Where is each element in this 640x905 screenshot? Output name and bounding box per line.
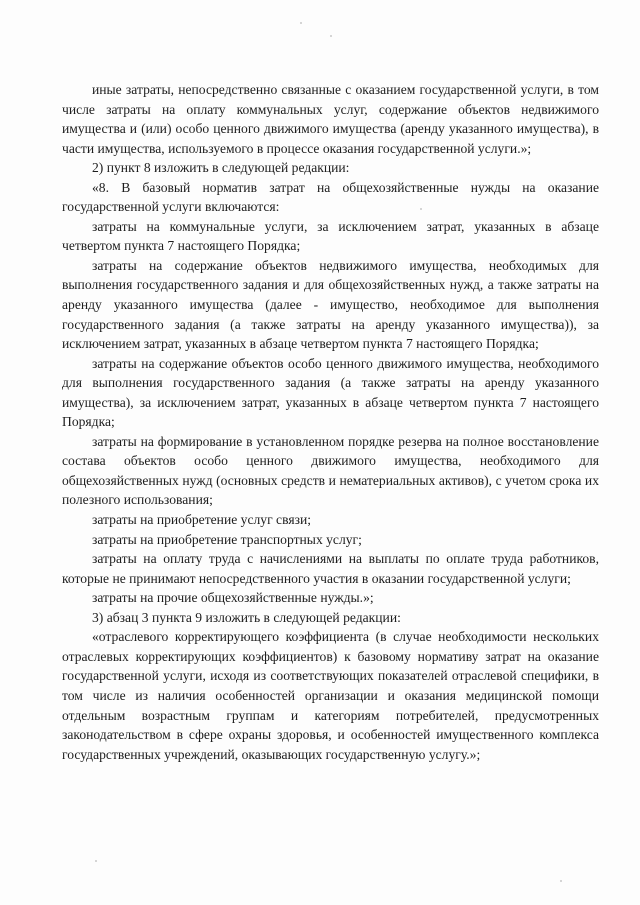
paragraph-coefficient: «отраслевого корректирующего коэффициента (в случае необходимости нескольких отраслевых корректирующих коэффициентов) к базовому нормативу затрат на оказание государственной услуги, исходя из соответствующих показателей отраслевой специфики, в том числе из наличия особенностей организации и оказания медицинской помощи отдельным возрастным группам и категориям потребителей, предусмотренных законодательством в сфере охраны здоровья, и особенностей имущественного комплекса государственных учреждений, оказывающих государственную услугу.»; [62,629,599,762]
paragraph-communication: затраты на приобретение услуг связи; [92,512,311,528]
paragraph-transport: затраты на приобретение транспортных услуг; [92,531,362,547]
paragraph-reserve: затраты на формирование в установленном порядке резерва на полное восстановление состава объектов особо ценного движимого имущества, необходимого для общехозяйственных нужд (основных средств и нематериальных активов), с учетом срока их полезного использования; [62,433,599,508]
scan-speck [560,880,562,882]
scan-speck [330,35,332,37]
paragraph-movable-property: затраты на содержание объектов особо ценного движимого имущества, необходимого для выполнения государственного задания (а также затраты на аренду указанного имущества), за исключением затрат, указанных в абзаце четвертом пункта 7 настоящего Порядка; [62,355,599,430]
paragraph-labor: затраты на оплату труда с начислениями на выплаты по оплате труда работников, которые не принимают непосредственного участия в оказании государственной услуги; [62,551,599,586]
paragraph-item-2: 2) пункт 8 изложить в следующей редакции: [92,160,350,176]
paragraph-real-estate: затраты на содержание объектов недвижимого имущества, необходимых для выполнения государственного задания и для общехозяйственных нужд, а также затраты на аренду указанного имущества (далее - имущество, необходимое для выполнения государственного задания (а также затраты на аренду указанного имущества)), за исключением затрат, указанных в абзаце четвертом пункта 7 настоящего Порядка; [62,257,599,352]
scan-speck [300,22,302,24]
scan-speck [95,860,97,862]
paragraph-continuation: иные затраты, непосредственно связанные с оказанием государственной услуги, в том числе затраты на оплату коммунальных услуг, содержание объектов недвижимого имущества и (или) особо ценного движимого имущества (аренду указанного имущества), в части имущества, используемого в процессе оказания государственной услуги.»; [62,82,599,156]
paragraph-utilities: затраты на коммунальные услуги, за исключением затрат, указанных в абзаце четвертом пункта 7 настоящего Порядка; [62,218,599,254]
paragraph-other-needs: затраты на прочие общехозяйственные нужды.»; [92,590,374,606]
paragraph-item-3: 3) абзац 3 пункта 9 изложить в следующей редакции: [92,609,401,625]
document-body [62,80,599,764]
paragraph-clause-8: «8. В базовый норматив затрат на общехозяйственные нужды на оказание государственной услуги включаются: [62,179,599,215]
